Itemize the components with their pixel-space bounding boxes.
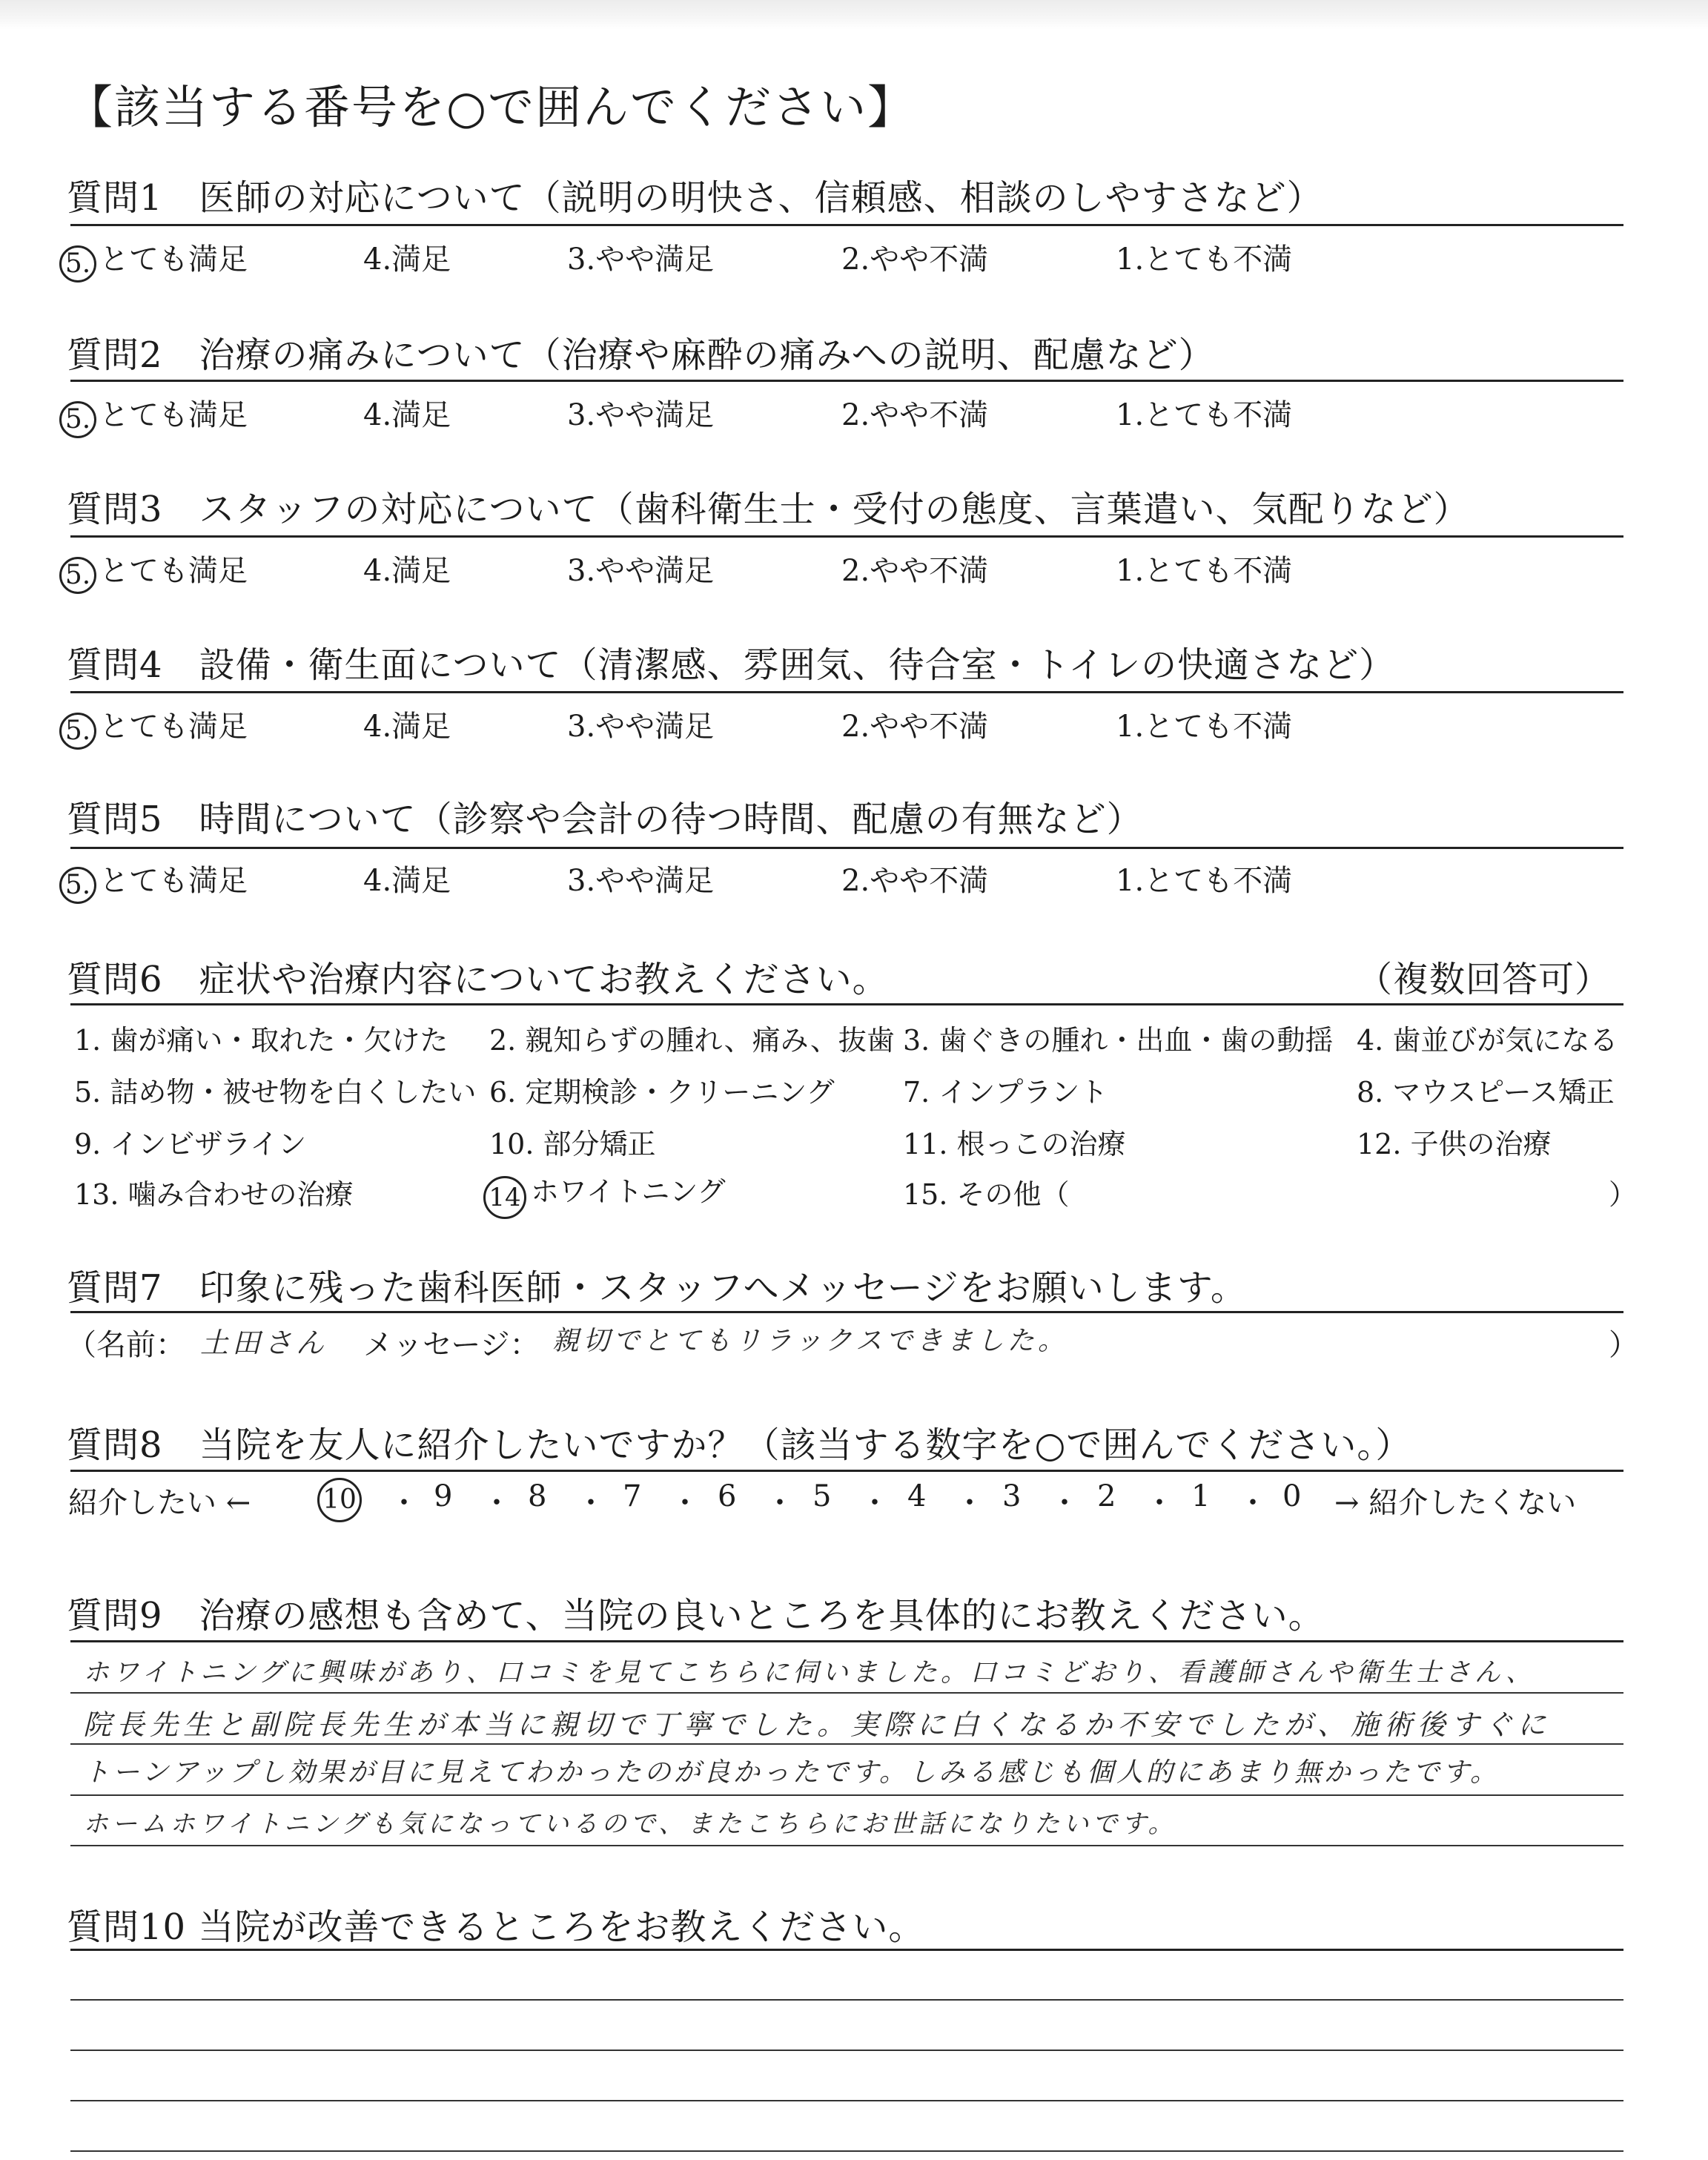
q6-option-12[interactable]: 12. 子供の治療 bbox=[1357, 1128, 1552, 1160]
q8-separator: ・ bbox=[765, 1486, 795, 1520]
option-label: とても満足 bbox=[99, 864, 248, 898]
q9-answer-line-3[interactable]: トーンアップし効果が目に見えてわかったのが良かったです。しみる感じも個人的にあまり無かったです。 bbox=[83, 1757, 1500, 1788]
q8-separator: ・ bbox=[670, 1486, 700, 1520]
divider bbox=[70, 1949, 1623, 1951]
q6-option-14-selected[interactable] bbox=[483, 1169, 726, 1219]
q10-answer-line-4[interactable] bbox=[70, 2150, 1623, 2152]
q8-score-9[interactable]: 9 bbox=[434, 1479, 453, 1513]
q8-separator: ・ bbox=[860, 1486, 890, 1520]
q5-option-2[interactable]: 2.やや不満 bbox=[841, 864, 989, 898]
option-label: とても満足 bbox=[99, 398, 248, 432]
q8-score-2[interactable]: 2 bbox=[1097, 1479, 1116, 1513]
q4-option-3[interactable]: 3.やや満足 bbox=[567, 710, 715, 744]
q2-option-5-selected[interactable] bbox=[59, 392, 248, 438]
question-7-title: 質問7 印象に残った歯科医師・スタッフへメッセージをお願いします。 bbox=[67, 1267, 1247, 1309]
q5-option-5-selected[interactable] bbox=[59, 857, 248, 904]
q9-answer-line-1[interactable]: ホワイトニングに興味があり、口コミを見てこちらに伺いました。口コミどおり、看護師さんや衛生士さん、 bbox=[83, 1658, 1535, 1688]
divider bbox=[70, 1003, 1623, 1005]
q3-option-5-selected[interactable] bbox=[59, 547, 248, 594]
q8-score-6[interactable]: 6 bbox=[718, 1479, 737, 1513]
q2-option-1[interactable]: 1.とても不満 bbox=[1116, 398, 1293, 432]
q2-option-3[interactable]: 3.やや満足 bbox=[567, 398, 715, 432]
q6-option-4[interactable]: 4. 歯並びが気になる bbox=[1357, 1024, 1618, 1057]
q6-option-11[interactable]: 11. 根っこの治療 bbox=[903, 1128, 1126, 1160]
q8-score-4[interactable]: 4 bbox=[907, 1479, 927, 1513]
divider bbox=[70, 1311, 1623, 1313]
selection-circle: 10 bbox=[317, 1478, 362, 1522]
q7-name-value[interactable]: 土田さん bbox=[200, 1327, 328, 1359]
divider bbox=[70, 847, 1623, 849]
q5-option-1[interactable]: 1.とても不満 bbox=[1116, 864, 1293, 898]
selection-circle: 5. bbox=[59, 867, 96, 904]
q8-separator: ・ bbox=[482, 1486, 512, 1520]
selection-circle: 5. bbox=[59, 557, 96, 594]
q8-right-label: → 紹介したくない bbox=[1334, 1486, 1577, 1520]
q3-option-1[interactable]: 1.とても不満 bbox=[1116, 554, 1293, 588]
q4-option-4[interactable]: 4.満足 bbox=[363, 710, 451, 744]
q7-name-label: （名前： bbox=[67, 1328, 185, 1362]
q5-option-4[interactable]: 4.満足 bbox=[363, 864, 451, 898]
q6-option-15-close: ） bbox=[1609, 1178, 1638, 1211]
q8-separator: ・ bbox=[955, 1486, 984, 1520]
divider bbox=[70, 691, 1623, 693]
question-10-title: 質問10 当院が改善できるところをお教えください。 bbox=[67, 1906, 925, 1948]
answer-line bbox=[70, 1743, 1623, 1745]
q6-option-7[interactable]: 7. インプラント bbox=[903, 1076, 1108, 1109]
q1-option-1[interactable]: 1.とても不満 bbox=[1116, 242, 1293, 277]
q6-option-2[interactable]: 2. 親知らずの腫れ、痛み、抜歯 bbox=[489, 1024, 895, 1057]
q1-option-3[interactable]: 3.やや満足 bbox=[567, 242, 715, 277]
divider bbox=[70, 1640, 1623, 1642]
q8-score-8[interactable]: 8 bbox=[528, 1479, 547, 1513]
question-6-title: 質問6 症状や治療内容についてお教えください。 bbox=[67, 959, 889, 1000]
q1-option-5-selected[interactable] bbox=[59, 236, 248, 283]
q3-option-4[interactable]: 4.満足 bbox=[363, 554, 451, 588]
q6-option-15[interactable]: 15. その他（ bbox=[903, 1178, 1070, 1211]
q9-answer-line-2[interactable]: 院長先生と副院長先生が本当に親切で丁寧でした。実際に白くなるか不安でしたが、施術後すぐに bbox=[83, 1708, 1552, 1741]
q6-option-5[interactable]: 5. 詰め物・被せ物を白くしたい bbox=[74, 1076, 477, 1109]
selection-circle: 5. bbox=[59, 401, 96, 438]
question-4-title: 質問4 設備・衛生面について（清潔感、雰囲気、待合室・トイレの快適さなど） bbox=[67, 644, 1396, 686]
selection-circle: 5. bbox=[59, 713, 96, 750]
question-1-title: 質問1 医師の対応について（説明の明快さ、信頼感、相談のしやすさなど） bbox=[67, 177, 1323, 219]
q8-score-0[interactable]: 0 bbox=[1282, 1479, 1302, 1513]
selection-circle: 14 bbox=[483, 1176, 526, 1219]
q8-separator: ・ bbox=[1238, 1486, 1268, 1520]
q6-option-9[interactable]: 9. インビザライン bbox=[74, 1128, 307, 1160]
option-label: とても満足 bbox=[99, 242, 248, 277]
q8-score-5[interactable]: 5 bbox=[812, 1479, 832, 1513]
q7-close-paren: ） bbox=[1609, 1328, 1638, 1362]
q6-option-6[interactable]: 6. 定期検診・クリーニング bbox=[489, 1076, 835, 1109]
q8-score-3[interactable]: 3 bbox=[1002, 1479, 1022, 1513]
scan-top-edge bbox=[0, 0, 1708, 30]
answer-line bbox=[70, 1845, 1623, 1846]
q6-option-10[interactable]: 10. 部分矯正 bbox=[489, 1128, 656, 1160]
option-label: とても満足 bbox=[99, 554, 248, 588]
q6-option-13[interactable]: 13. 噛み合わせの治療 bbox=[74, 1178, 354, 1211]
q2-option-2[interactable]: 2.やや不満 bbox=[841, 398, 989, 432]
q8-separator: ・ bbox=[389, 1486, 419, 1520]
q8-left-label: 紹介したい ← bbox=[68, 1486, 251, 1520]
divider bbox=[70, 1470, 1623, 1472]
question-3-title: 質問3 スタッフの対応について（歯科衛生士・受付の態度、言葉遣い、気配りなど） bbox=[67, 489, 1470, 530]
q6-option-3[interactable]: 3. 歯ぐきの腫れ・出血・歯の動揺 bbox=[903, 1024, 1334, 1057]
q9-answer-line-4[interactable]: ホームホワイトニングも気になっているので、またこちらにお世話になりたいです。 bbox=[83, 1809, 1177, 1839]
q4-option-5-selected[interactable] bbox=[59, 703, 248, 750]
q1-option-4[interactable]: 4.満足 bbox=[363, 242, 451, 277]
q8-score-7[interactable]: 7 bbox=[623, 1479, 642, 1513]
q8-score-10-selected[interactable] bbox=[317, 1476, 362, 1522]
q3-option-2[interactable]: 2.やや不満 bbox=[841, 554, 989, 588]
q1-option-2[interactable]: 2.やや不満 bbox=[841, 242, 989, 277]
option-label: ホワイトニング bbox=[531, 1175, 726, 1208]
question-8-title: 質問8 当院を友人に紹介したいですか？（該当する数字を○で囲んでください。） bbox=[67, 1424, 1412, 1466]
q6-option-8[interactable]: 8. マウスピース矯正 bbox=[1357, 1076, 1615, 1109]
q3-option-3[interactable]: 3.やや満足 bbox=[567, 554, 715, 588]
question-5-title: 質問5 時間について（診察や会計の待つ時間、配慮の有無など） bbox=[67, 799, 1143, 840]
multiple-answers-note: （複数回答可） bbox=[1357, 959, 1612, 1000]
q7-message-value[interactable]: 親切でとてもリラックスできました。 bbox=[552, 1326, 1068, 1356]
q7-message-label: メッセージ： bbox=[363, 1328, 540, 1362]
answer-line bbox=[70, 1794, 1623, 1796]
q6-option-1[interactable]: 1. 歯が痛い・取れた・欠けた bbox=[74, 1024, 448, 1057]
divider bbox=[70, 380, 1623, 382]
q8-separator: ・ bbox=[1145, 1486, 1174, 1520]
q5-option-3[interactable]: 3.やや満足 bbox=[567, 864, 715, 898]
question-2-title: 質問2 治療の痛みについて（治療や麻酔の痛みへの説明、配慮など） bbox=[67, 334, 1215, 376]
q4-option-1[interactable]: 1.とても不満 bbox=[1116, 710, 1293, 744]
divider bbox=[70, 535, 1623, 538]
question-9-title: 質問9 治療の感想も含めて、当院の良いところを具体的にお教えください。 bbox=[67, 1595, 1325, 1636]
q10-answer-line-3[interactable] bbox=[70, 2100, 1623, 2101]
option-label: とても満足 bbox=[99, 710, 248, 744]
divider bbox=[70, 224, 1623, 226]
q2-option-4[interactable]: 4.満足 bbox=[363, 398, 451, 432]
q8-separator: ・ bbox=[1050, 1486, 1079, 1520]
selection-circle: 5. bbox=[59, 245, 96, 283]
q8-score-1[interactable]: 1 bbox=[1191, 1479, 1211, 1513]
q10-answer-line-2[interactable] bbox=[70, 2050, 1623, 2051]
answer-line bbox=[70, 1692, 1623, 1694]
q4-option-2[interactable]: 2.やや不満 bbox=[841, 710, 989, 744]
q8-separator: ・ bbox=[576, 1486, 606, 1520]
form-header: 【該当する番号を○で囲んでください】 bbox=[67, 80, 916, 134]
q10-answer-line-1[interactable] bbox=[70, 1999, 1623, 2001]
